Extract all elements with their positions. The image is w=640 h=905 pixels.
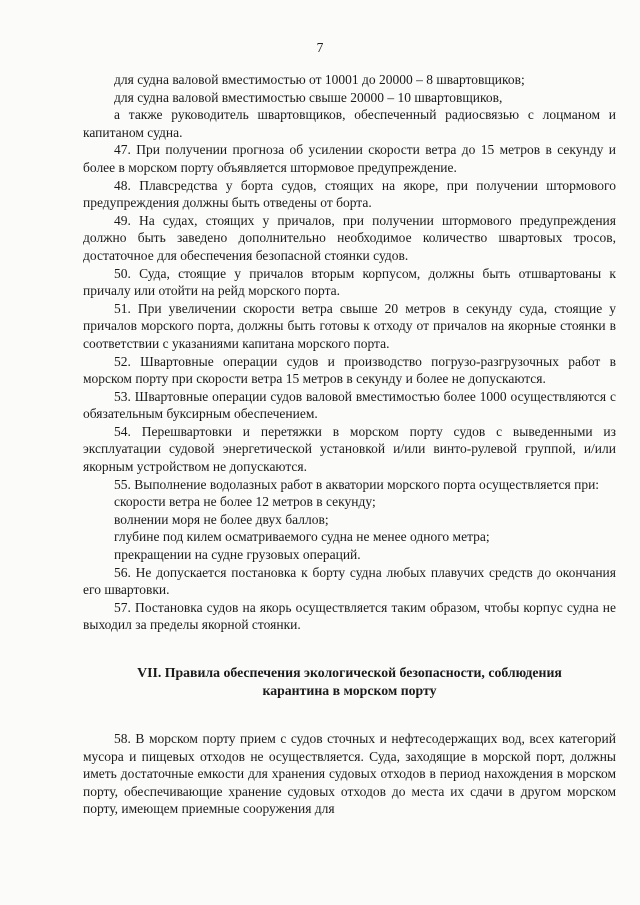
section-heading-line-1: VII. Правила обеспечения экологической безопасности, соблюдения	[137, 665, 562, 680]
list-item: глубине под килем осматриваемого судна не менее одного метра;	[114, 529, 490, 545]
paragraph-56: 56. Не допускается постановка к борту судна любых плавучих средств до окончания его швартовки.	[83, 564, 616, 598]
paragraph-51: 51. При увеличении скорости ветра свыше 20 метров в секунду суда, стоящие у причалов морского порта, должны быть готовы к отходу от причалов на якорные стоянки в соответствии с указаниями капитана морского порта.	[83, 300, 616, 351]
paragraph-54: 54. Перешвартовки и перетяжки в морском порту судов с выведенными из эксплуатации судовой энергетической установкой и/или винто-рулевой группой, и/или якорным устройством не допускаются.	[83, 423, 616, 475]
list-item: прекращении на судне грузовых операций.	[114, 547, 361, 563]
paragraph-50: 50. Суда, стоящие у причалов вторым корпусом, должны быть отшвартованы к причалу или отойти на рейд морского порта.	[83, 265, 616, 299]
paragraph-continuation: а также руководитель швартовщиков, обеспеченный радиосвязью с лоцманом и капитаном судна.	[83, 107, 616, 140]
text-line: для судна валовой вместимостью от 10001 до 20000 – 8 швартовщиков;	[114, 72, 525, 87]
list-item: скорости ветра не более 12 метров в секунду;	[114, 494, 376, 510]
section-heading	[83, 664, 616, 700]
page-number: 7	[316, 40, 324, 55]
paragraph-58: 58. В морском порту прием с судов сточных и нефтесодержащих вод, всех категорий мусора и пищевых отходов не осуществляется. Суда, заходящие в морской порт, должны иметь достаточные емкости для хранения судовых отходов в период нахождения в морском порту, обеспечивающие хранение судовых отходов до места их сдачи в другом морском порту, имеющем приемные сооружения для	[83, 731, 616, 817]
paragraph-53: 53. Швартовные операции судов валовой вместимостью более 1000 осуществляются с обязательным буксирным обеспечением.	[83, 388, 616, 422]
diving-conditions-list	[83, 493, 616, 563]
section-heading-line-2: карантина в морском порту	[262, 683, 437, 698]
paragraph-48: 48. Плавсредства у борта судов, стоящих на якоре, при получении штормового предупреждения должны быть отведены от борта.	[83, 177, 616, 211]
paragraph-47: 47. При получении прогноза об усилении скорости ветра до 15 метров в секунду и более в морском порту объявляется штормовое предупреждение.	[83, 142, 616, 175]
paragraph-49: 49. На судах, стоящих у причалов, при получении штормового предупреждения должно быть заведено дополнительно необходимое количество швартовых тросов, достаточное для обеспечения безопасной стоянки судов.	[83, 212, 616, 263]
paragraph-52: 52. Швартовные операции судов и производство погрузо-разгрузочных работ в морском порту при скорости ветра 15 метров в секунду и более не допускаются.	[83, 353, 616, 387]
paragraph-55-intro: 55. Выполнение водолазных работ в акватории морского порта осуществляется при:	[114, 476, 600, 492]
paragraph-57: 57. Постановка судов на якорь осуществляется таким образом, чтобы корпус судна не выходил за пределы якорной стоянки.	[83, 599, 616, 633]
document-body	[83, 71, 616, 818]
list-item: волнении моря не более двух баллов;	[114, 511, 329, 527]
text-line: для судна валовой вместимостью свыше 20000 – 10 швартовщиков,	[114, 89, 503, 105]
